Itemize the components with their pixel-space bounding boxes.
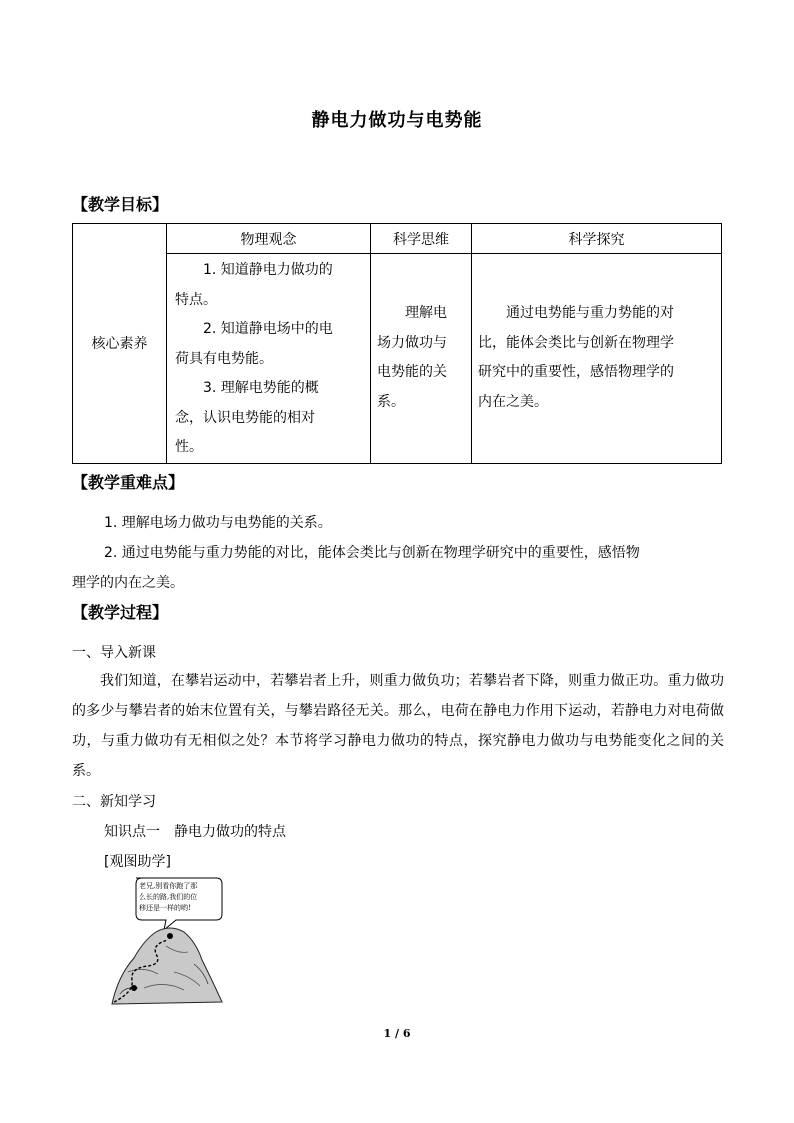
document-title: 静电力做功与电势能 xyxy=(311,110,483,131)
page-indicator: 1 / 6 xyxy=(383,1027,411,1040)
bubble-line-1: 老兄,别看你跑了那 xyxy=(139,882,198,890)
climbing-illustration xyxy=(104,876,230,1008)
key-point-2-line-2: 理学的内在之美。 xyxy=(72,575,184,591)
col-header-scientific-inquiry: 科学探究 xyxy=(472,224,722,254)
core-literacy-label: 核心素养 xyxy=(73,224,167,464)
bubble-line-2: 么长的路,我们的位 xyxy=(139,893,198,901)
knowledge-point-title: 知识点一 静电力做功的特点 xyxy=(104,824,286,840)
key-point-1: 1. 理解电场力做功与电势能的关系。 xyxy=(104,515,332,531)
part2-title: 二、新知学习 xyxy=(72,794,156,810)
bubble-line-3: 移还是一样的哟! xyxy=(139,904,191,912)
scientific-inquiry-cell: 通过电势能与重力势能的对 比，能体会类比与创新在物理学 研究中的重要性，感悟物理学的 内在之美。 xyxy=(472,254,722,464)
objectives-table xyxy=(72,223,722,464)
part1-title: 一、导入新课 xyxy=(72,645,156,661)
key-points-heading: 【教学重难点】 xyxy=(72,473,185,492)
figure-label: [观图助学] xyxy=(104,854,171,870)
intro-paragraph: 我们知道，在攀岩运动中，若攀岩者上升，则重力做负功；若攀岩者下降，则重力做正功。重力做功的多少与攀岩者的始末位置有关，与攀岩路径无关。那么，电荷在静电力作用下运动，若静电力对电荷做功，与重力做功有无相似之处？本节将学习静电力做功的特点，探究静电力做功与电势能变化之间的关系。 xyxy=(72,673,724,779)
col-header-scientific-thinking: 科学思维 xyxy=(371,224,472,254)
process-heading: 【教学过程】 xyxy=(72,603,169,622)
key-point-2-line-1: 2. 通过电势能与重力势能的对比，能体会类比与创新在物理学研究中的重要性，感悟物 xyxy=(104,545,640,561)
scientific-thinking-cell: 理解电 场力做功与 电势能的关 系。 xyxy=(371,254,472,464)
physics-concept-cell: 1. 知道静电力做功的 特点。 2. 知道静电场中的电 荷具有电势能。 3. 理解电势能的概 念，认识电势能的相对 性。 xyxy=(167,254,371,464)
col-header-physics-concept: 物理观念 xyxy=(167,224,371,254)
objectives-heading: 【教学目标】 xyxy=(72,195,169,214)
